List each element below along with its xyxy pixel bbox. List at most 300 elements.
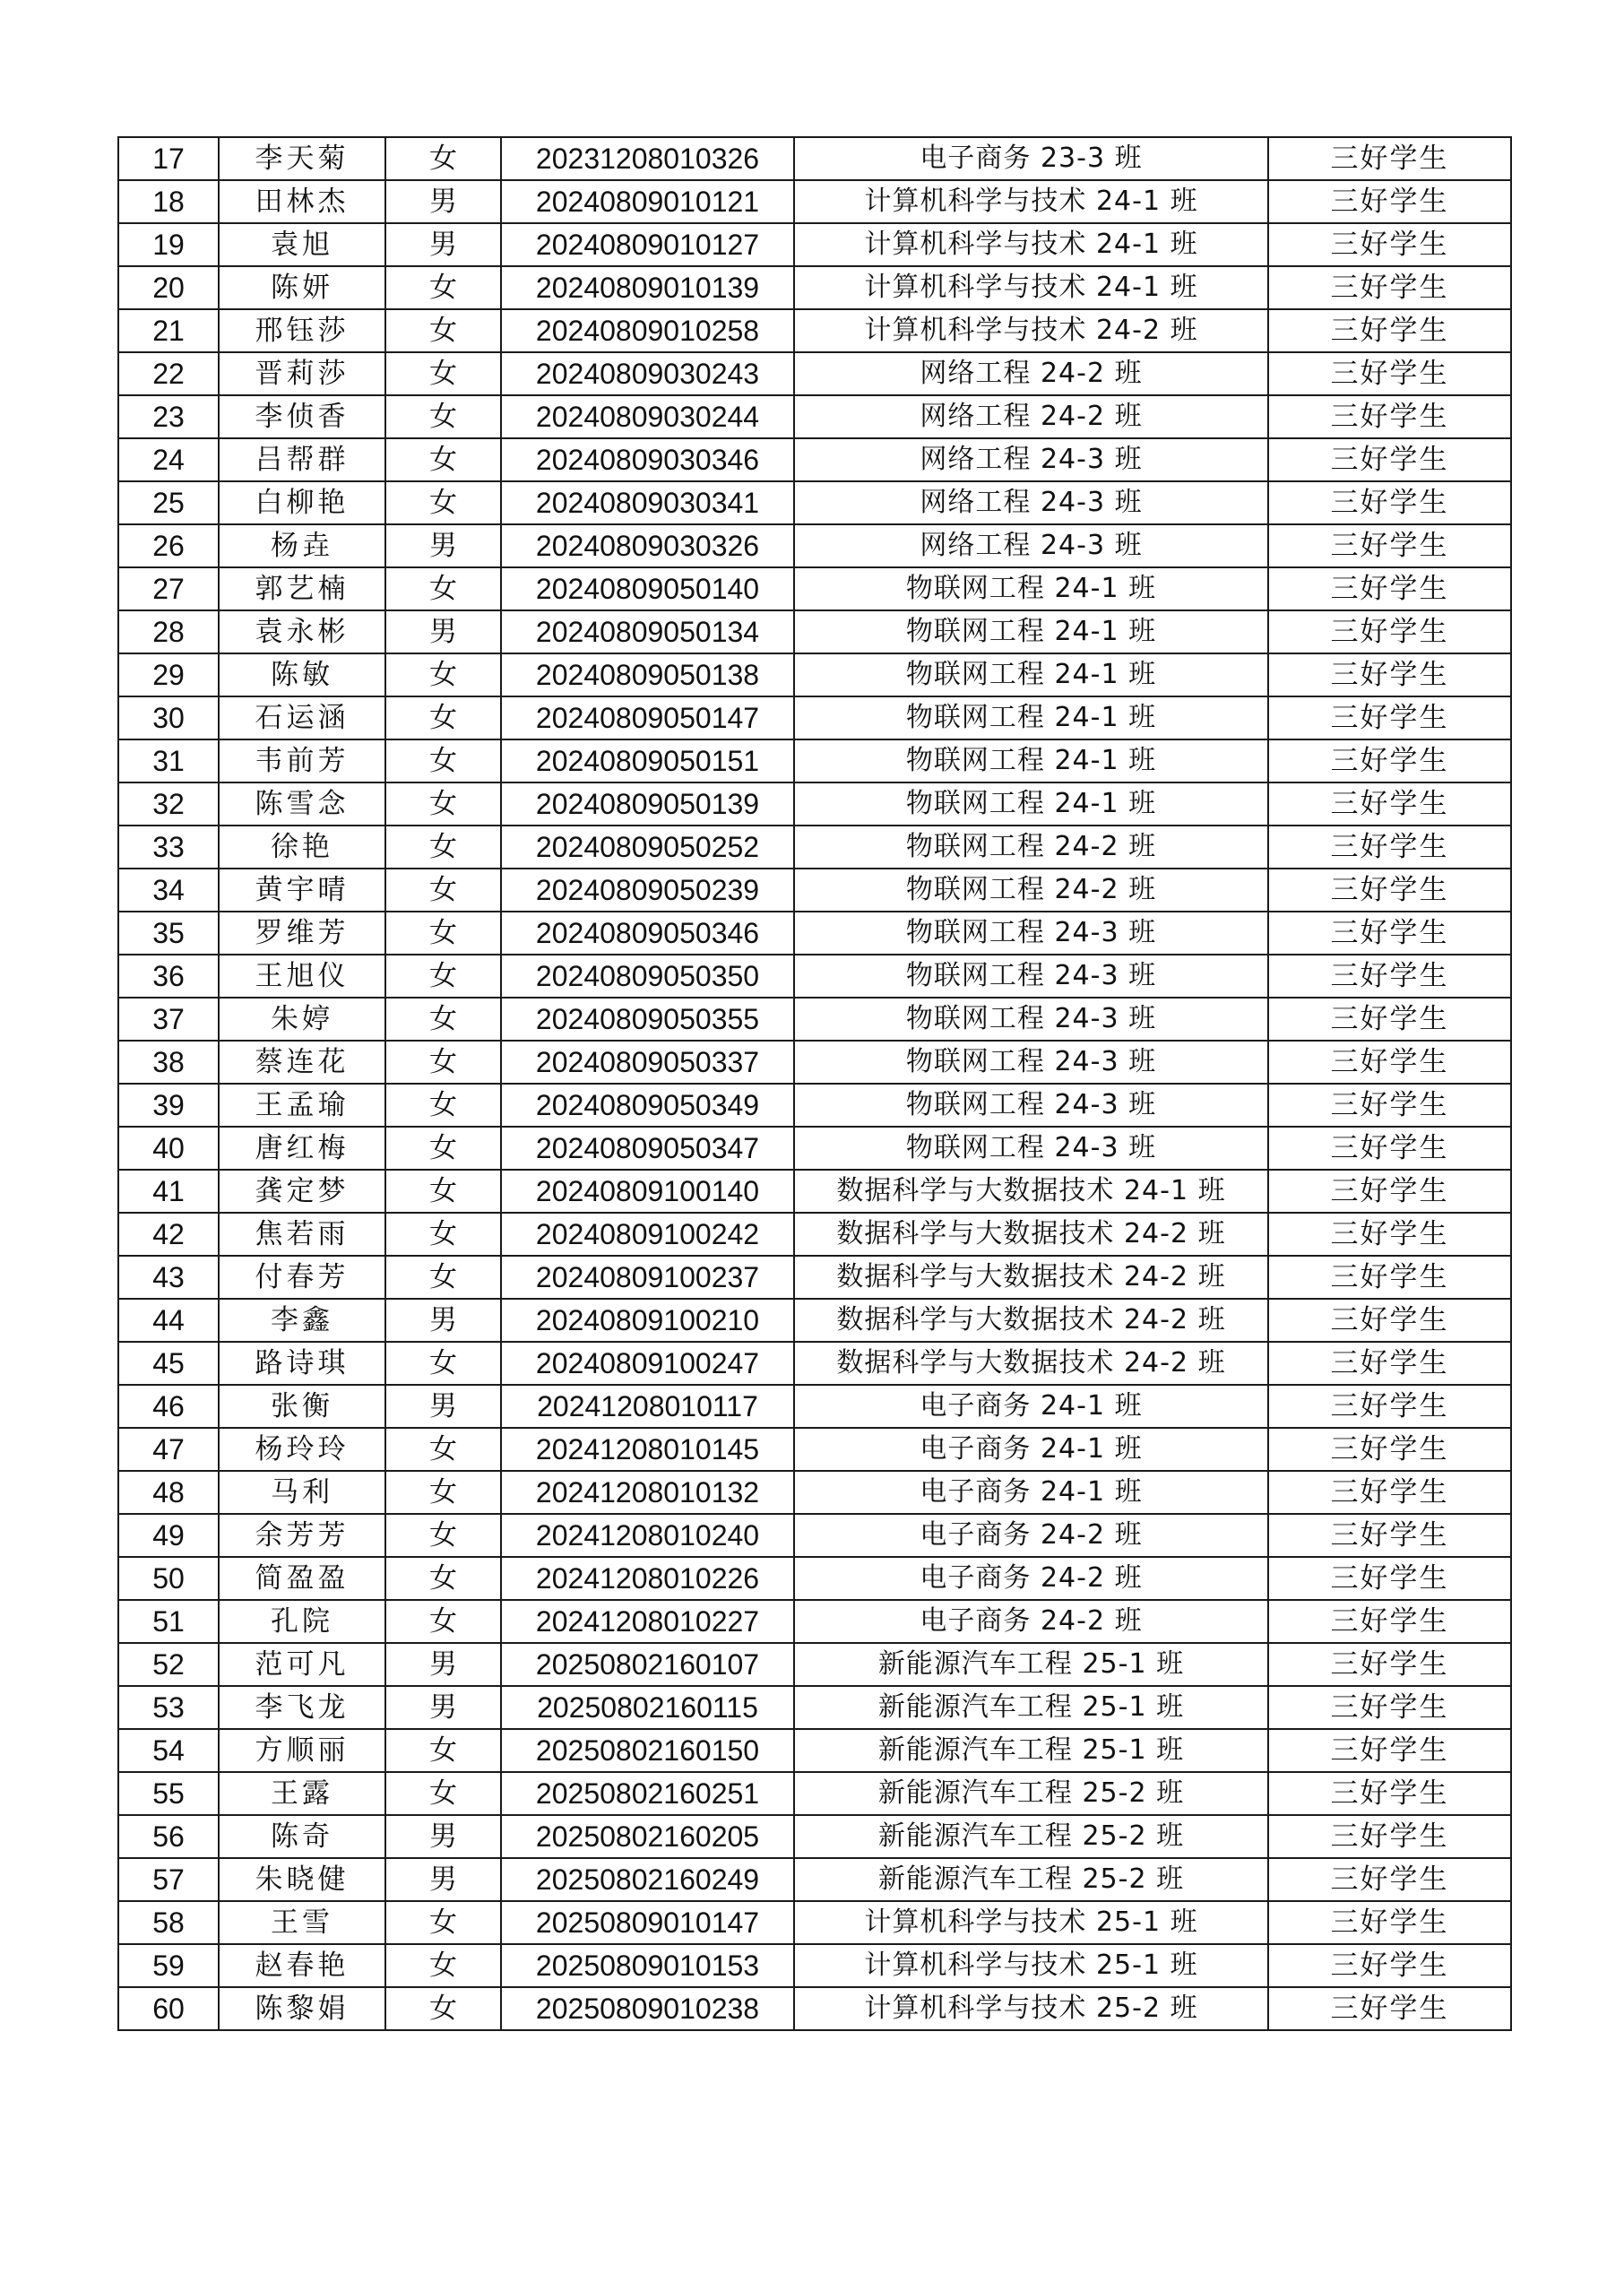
- student-name-cell: 焦若雨: [219, 1213, 385, 1256]
- class-name-cell: 电子商务 24-1 班: [794, 1471, 1268, 1514]
- gender-cell: 女: [385, 1944, 501, 1987]
- award-title-cell: 三好学生: [1268, 1514, 1511, 1557]
- student-name-cell: 方顺丽: [219, 1729, 385, 1772]
- student-name-cell: 孔院: [219, 1600, 385, 1643]
- class-name-cell: 数据科学与大数据技术 24-2 班: [794, 1213, 1268, 1256]
- table-row: [118, 223, 1511, 266]
- row-number-cell: 58: [118, 1901, 219, 1944]
- student-name-cell: 朱婷: [219, 998, 385, 1041]
- class-name-cell: 物联网工程 24-3 班: [794, 955, 1268, 998]
- award-title-cell: 三好学生: [1268, 223, 1511, 266]
- table-row: [118, 524, 1511, 567]
- table-row: [118, 1299, 1511, 1342]
- row-number-cell: 21: [118, 309, 219, 352]
- award-title-cell: 三好学生: [1268, 1772, 1511, 1815]
- award-title-cell: 三好学生: [1268, 567, 1511, 610]
- gender-cell: 女: [385, 955, 501, 998]
- table-row: [118, 1084, 1511, 1127]
- award-title-cell: 三好学生: [1268, 137, 1511, 180]
- gender-cell: 男: [385, 610, 501, 653]
- student-name-cell: 郭艺楠: [219, 567, 385, 610]
- table-row: [118, 955, 1511, 998]
- student-name-cell: 蔡连花: [219, 1041, 385, 1084]
- table-row: [118, 567, 1511, 610]
- student-name-cell: 石运涵: [219, 696, 385, 739]
- class-name-cell: 新能源汽车工程 25-1 班: [794, 1686, 1268, 1729]
- student-name-cell: 罗维芳: [219, 912, 385, 955]
- gender-cell: 女: [385, 1041, 501, 1084]
- row-number-cell: 19: [118, 223, 219, 266]
- row-number-cell: 29: [118, 653, 219, 696]
- class-name-cell: 物联网工程 24-1 班: [794, 653, 1268, 696]
- student-name-cell: 王孟瑜: [219, 1084, 385, 1127]
- student-name-cell: 李鑫: [219, 1299, 385, 1342]
- table-row: [118, 352, 1511, 395]
- award-title-cell: 三好学生: [1268, 1256, 1511, 1299]
- gender-cell: 女: [385, 1213, 501, 1256]
- student-id-cell: 20250802160205: [501, 1815, 794, 1858]
- row-number-cell: 37: [118, 998, 219, 1041]
- award-title-cell: 三好学生: [1268, 998, 1511, 1041]
- row-number-cell: 36: [118, 955, 219, 998]
- award-title-cell: 三好学生: [1268, 1858, 1511, 1901]
- award-roster-table: [117, 136, 1512, 2031]
- class-name-cell: 数据科学与大数据技术 24-1 班: [794, 1170, 1268, 1213]
- award-title-cell: 三好学生: [1268, 180, 1511, 223]
- gender-cell: 女: [385, 826, 501, 869]
- gender-cell: 女: [385, 395, 501, 438]
- table-row: [118, 395, 1511, 438]
- class-name-cell: 物联网工程 24-1 班: [794, 696, 1268, 739]
- gender-cell: 女: [385, 352, 501, 395]
- class-name-cell: 电子商务 24-1 班: [794, 1385, 1268, 1428]
- student-name-cell: 邢钰莎: [219, 309, 385, 352]
- row-number-cell: 55: [118, 1772, 219, 1815]
- gender-cell: 女: [385, 438, 501, 481]
- student-name-cell: 朱晓健: [219, 1858, 385, 1901]
- gender-cell: 女: [385, 137, 501, 180]
- gender-cell: 女: [385, 1729, 501, 1772]
- student-id-cell: 20240809050151: [501, 739, 794, 782]
- student-id-cell: 20250802160150: [501, 1729, 794, 1772]
- gender-cell: 男: [385, 180, 501, 223]
- class-name-cell: 数据科学与大数据技术 24-2 班: [794, 1299, 1268, 1342]
- student-name-cell: 马利: [219, 1471, 385, 1514]
- gender-cell: 女: [385, 1342, 501, 1385]
- row-number-cell: 44: [118, 1299, 219, 1342]
- student-id-cell: 20240809050347: [501, 1127, 794, 1170]
- table-row: [118, 1471, 1511, 1514]
- table-row: [118, 1901, 1511, 1944]
- student-name-cell: 陈妍: [219, 266, 385, 309]
- student-id-cell: 20250809010238: [501, 1987, 794, 2030]
- gender-cell: 女: [385, 1600, 501, 1643]
- table-row: [118, 1944, 1511, 1987]
- student-id-cell: 20250802160251: [501, 1772, 794, 1815]
- award-title-cell: 三好学生: [1268, 1084, 1511, 1127]
- student-name-cell: 路诗琪: [219, 1342, 385, 1385]
- gender-cell: 男: [385, 1385, 501, 1428]
- gender-cell: 男: [385, 223, 501, 266]
- class-name-cell: 计算机科学与技术 25-1 班: [794, 1901, 1268, 1944]
- student-id-cell: 20240809050337: [501, 1041, 794, 1084]
- student-id-cell: 20241208010145: [501, 1428, 794, 1471]
- table-row: [118, 1686, 1511, 1729]
- class-name-cell: 新能源汽车工程 25-2 班: [794, 1815, 1268, 1858]
- row-number-cell: 33: [118, 826, 219, 869]
- class-name-cell: 物联网工程 24-1 班: [794, 610, 1268, 653]
- gender-cell: 男: [385, 1299, 501, 1342]
- award-title-cell: 三好学生: [1268, 782, 1511, 826]
- student-id-cell: 20250802160249: [501, 1858, 794, 1901]
- gender-cell: 女: [385, 1428, 501, 1471]
- student-name-cell: 陈黎娟: [219, 1987, 385, 2030]
- row-number-cell: 57: [118, 1858, 219, 1901]
- award-title-cell: 三好学生: [1268, 1557, 1511, 1600]
- student-id-cell: 20240809100140: [501, 1170, 794, 1213]
- student-name-cell: 张衡: [219, 1385, 385, 1428]
- table-row: [118, 696, 1511, 739]
- student-id-cell: 20240809050349: [501, 1084, 794, 1127]
- student-id-cell: 20250802160107: [501, 1643, 794, 1686]
- class-name-cell: 计算机科学与技术 24-1 班: [794, 180, 1268, 223]
- table-row: [118, 782, 1511, 826]
- row-number-cell: 34: [118, 869, 219, 912]
- award-title-cell: 三好学生: [1268, 1342, 1511, 1385]
- gender-cell: 女: [385, 1084, 501, 1127]
- class-name-cell: 物联网工程 24-3 班: [794, 1041, 1268, 1084]
- row-number-cell: 35: [118, 912, 219, 955]
- student-name-cell: 陈奇: [219, 1815, 385, 1858]
- student-name-cell: 王旭仪: [219, 955, 385, 998]
- award-title-cell: 三好学生: [1268, 1643, 1511, 1686]
- table-row: [118, 1385, 1511, 1428]
- table-row: [118, 1643, 1511, 1686]
- student-id-cell: 20240809100242: [501, 1213, 794, 1256]
- award-title-cell: 三好学生: [1268, 438, 1511, 481]
- student-name-cell: 袁永彬: [219, 610, 385, 653]
- row-number-cell: 45: [118, 1342, 219, 1385]
- gender-cell: 女: [385, 998, 501, 1041]
- student-id-cell: 20241208010240: [501, 1514, 794, 1557]
- table-row: [118, 826, 1511, 869]
- award-title-cell: 三好学生: [1268, 524, 1511, 567]
- table-row: [118, 481, 1511, 524]
- student-id-cell: 20241208010117: [501, 1385, 794, 1428]
- gender-cell: 女: [385, 309, 501, 352]
- gender-cell: 女: [385, 1557, 501, 1600]
- table-row: [118, 1041, 1511, 1084]
- class-name-cell: 电子商务 24-1 班: [794, 1428, 1268, 1471]
- gender-cell: 女: [385, 1514, 501, 1557]
- student-id-cell: 20241208010132: [501, 1471, 794, 1514]
- class-name-cell: 新能源汽车工程 25-1 班: [794, 1729, 1268, 1772]
- class-name-cell: 物联网工程 24-1 班: [794, 739, 1268, 782]
- class-name-cell: 新能源汽车工程 25-1 班: [794, 1643, 1268, 1686]
- award-title-cell: 三好学生: [1268, 481, 1511, 524]
- row-number-cell: 39: [118, 1084, 219, 1127]
- table-row: [118, 137, 1511, 180]
- table-row: [118, 998, 1511, 1041]
- row-number-cell: 32: [118, 782, 219, 826]
- table-row: [118, 1987, 1511, 2030]
- student-name-cell: 吕帮群: [219, 438, 385, 481]
- award-title-cell: 三好学生: [1268, 696, 1511, 739]
- class-name-cell: 计算机科学与技术 24-1 班: [794, 223, 1268, 266]
- student-id-cell: 20240809050140: [501, 567, 794, 610]
- award-title-cell: 三好学生: [1268, 739, 1511, 782]
- class-name-cell: 物联网工程 24-3 班: [794, 998, 1268, 1041]
- row-number-cell: 41: [118, 1170, 219, 1213]
- student-name-cell: 田林杰: [219, 180, 385, 223]
- row-number-cell: 43: [118, 1256, 219, 1299]
- row-number-cell: 49: [118, 1514, 219, 1557]
- award-title-cell: 三好学生: [1268, 826, 1511, 869]
- award-title-cell: 三好学生: [1268, 1987, 1511, 2030]
- student-id-cell: 20231208010326: [501, 137, 794, 180]
- class-name-cell: 计算机科学与技术 25-1 班: [794, 1944, 1268, 1987]
- student-id-cell: 20240809050252: [501, 826, 794, 869]
- student-name-cell: 晋莉莎: [219, 352, 385, 395]
- gender-cell: 女: [385, 782, 501, 826]
- row-number-cell: 46: [118, 1385, 219, 1428]
- row-number-cell: 42: [118, 1213, 219, 1256]
- student-id-cell: 20240809030341: [501, 481, 794, 524]
- class-name-cell: 网络工程 24-2 班: [794, 395, 1268, 438]
- student-id-cell: 20240809050239: [501, 869, 794, 912]
- student-id-cell: 20240809030243: [501, 352, 794, 395]
- table-row: [118, 1213, 1511, 1256]
- table-row: [118, 266, 1511, 309]
- student-name-cell: 徐艳: [219, 826, 385, 869]
- student-id-cell: 20240809050147: [501, 696, 794, 739]
- award-title-cell: 三好学生: [1268, 1428, 1511, 1471]
- row-number-cell: 51: [118, 1600, 219, 1643]
- award-title-cell: 三好学生: [1268, 1041, 1511, 1084]
- award-title-cell: 三好学生: [1268, 1213, 1511, 1256]
- table-row: [118, 869, 1511, 912]
- student-id-cell: 20241208010226: [501, 1557, 794, 1600]
- student-name-cell: 余芳芳: [219, 1514, 385, 1557]
- row-number-cell: 17: [118, 137, 219, 180]
- gender-cell: 男: [385, 1686, 501, 1729]
- award-title-cell: 三好学生: [1268, 912, 1511, 955]
- gender-cell: 女: [385, 869, 501, 912]
- student-name-cell: 韦前芳: [219, 739, 385, 782]
- award-title-cell: 三好学生: [1268, 1901, 1511, 1944]
- table-row: [118, 1600, 1511, 1643]
- gender-cell: 女: [385, 1987, 501, 2030]
- row-number-cell: 22: [118, 352, 219, 395]
- gender-cell: 男: [385, 1858, 501, 1901]
- award-title-cell: 三好学生: [1268, 266, 1511, 309]
- table-row: [118, 1170, 1511, 1213]
- row-number-cell: 28: [118, 610, 219, 653]
- table-row: [118, 739, 1511, 782]
- award-title-cell: 三好学生: [1268, 1299, 1511, 1342]
- row-number-cell: 23: [118, 395, 219, 438]
- student-id-cell: 20250809010153: [501, 1944, 794, 1987]
- class-name-cell: 网络工程 24-3 班: [794, 481, 1268, 524]
- table-row: [118, 1858, 1511, 1901]
- student-name-cell: 杨玲玲: [219, 1428, 385, 1471]
- table-row: [118, 1256, 1511, 1299]
- class-name-cell: 计算机科学与技术 25-2 班: [794, 1987, 1268, 2030]
- award-title-cell: 三好学生: [1268, 395, 1511, 438]
- table-row: [118, 912, 1511, 955]
- student-id-cell: 20240809050139: [501, 782, 794, 826]
- gender-cell: 男: [385, 1643, 501, 1686]
- class-name-cell: 网络工程 24-2 班: [794, 352, 1268, 395]
- class-name-cell: 物联网工程 24-3 班: [794, 1127, 1268, 1170]
- row-number-cell: 53: [118, 1686, 219, 1729]
- gender-cell: 女: [385, 696, 501, 739]
- class-name-cell: 电子商务 24-2 班: [794, 1514, 1268, 1557]
- student-name-cell: 付春芳: [219, 1256, 385, 1299]
- student-name-cell: 王露: [219, 1772, 385, 1815]
- student-id-cell: 20240809050350: [501, 955, 794, 998]
- row-number-cell: 54: [118, 1729, 219, 1772]
- class-name-cell: 电子商务 24-2 班: [794, 1557, 1268, 1600]
- row-number-cell: 18: [118, 180, 219, 223]
- class-name-cell: 计算机科学与技术 24-2 班: [794, 309, 1268, 352]
- class-name-cell: 物联网工程 24-1 班: [794, 782, 1268, 826]
- award-title-cell: 三好学生: [1268, 653, 1511, 696]
- award-title-cell: 三好学生: [1268, 309, 1511, 352]
- row-number-cell: 47: [118, 1428, 219, 1471]
- student-name-cell: 王雪: [219, 1901, 385, 1944]
- student-id-cell: 20240809050346: [501, 912, 794, 955]
- award-title-cell: 三好学生: [1268, 1471, 1511, 1514]
- student-id-cell: 20240809100247: [501, 1342, 794, 1385]
- student-name-cell: 陈雪念: [219, 782, 385, 826]
- row-number-cell: 56: [118, 1815, 219, 1858]
- student-id-cell: 20240809100210: [501, 1299, 794, 1342]
- student-id-cell: 20241208010227: [501, 1600, 794, 1643]
- gender-cell: 男: [385, 1815, 501, 1858]
- row-number-cell: 40: [118, 1127, 219, 1170]
- award-title-cell: 三好学生: [1268, 1729, 1511, 1772]
- student-name-cell: 简盈盈: [219, 1557, 385, 1600]
- gender-cell: 女: [385, 266, 501, 309]
- student-id-cell: 20240809030244: [501, 395, 794, 438]
- award-title-cell: 三好学生: [1268, 1385, 1511, 1428]
- student-id-cell: 20240809010121: [501, 180, 794, 223]
- row-number-cell: 20: [118, 266, 219, 309]
- award-title-cell: 三好学生: [1268, 1600, 1511, 1643]
- student-name-cell: 唐红梅: [219, 1127, 385, 1170]
- gender-cell: 女: [385, 739, 501, 782]
- row-number-cell: 50: [118, 1557, 219, 1600]
- row-number-cell: 52: [118, 1643, 219, 1686]
- student-name-cell: 范可凡: [219, 1643, 385, 1686]
- table-row: [118, 1557, 1511, 1600]
- student-name-cell: 杨垚: [219, 524, 385, 567]
- student-name-cell: 龚定梦: [219, 1170, 385, 1213]
- table-row: [118, 1729, 1511, 1772]
- table-row: [118, 1772, 1511, 1815]
- table-row: [118, 309, 1511, 352]
- row-number-cell: 31: [118, 739, 219, 782]
- student-name-cell: 黄宇晴: [219, 869, 385, 912]
- row-number-cell: 27: [118, 567, 219, 610]
- row-number-cell: 24: [118, 438, 219, 481]
- class-name-cell: 新能源汽车工程 25-2 班: [794, 1858, 1268, 1901]
- award-title-cell: 三好学生: [1268, 1815, 1511, 1858]
- class-name-cell: 物联网工程 24-2 班: [794, 869, 1268, 912]
- row-number-cell: 59: [118, 1944, 219, 1987]
- row-number-cell: 60: [118, 1987, 219, 2030]
- class-name-cell: 新能源汽车工程 25-2 班: [794, 1772, 1268, 1815]
- student-id-cell: 20240809050138: [501, 653, 794, 696]
- class-name-cell: 物联网工程 24-1 班: [794, 567, 1268, 610]
- student-name-cell: 白柳艳: [219, 481, 385, 524]
- table-row: [118, 438, 1511, 481]
- roster-body: [118, 137, 1511, 2030]
- gender-cell: 女: [385, 1256, 501, 1299]
- gender-cell: 女: [385, 567, 501, 610]
- row-number-cell: 30: [118, 696, 219, 739]
- gender-cell: 女: [385, 481, 501, 524]
- class-name-cell: 物联网工程 24-2 班: [794, 826, 1268, 869]
- award-title-cell: 三好学生: [1268, 1944, 1511, 1987]
- class-name-cell: 计算机科学与技术 24-1 班: [794, 266, 1268, 309]
- table-row: [118, 1127, 1511, 1170]
- student-id-cell: 20240809100237: [501, 1256, 794, 1299]
- class-name-cell: 电子商务 23-3 班: [794, 137, 1268, 180]
- award-title-cell: 三好学生: [1268, 869, 1511, 912]
- class-name-cell: 数据科学与大数据技术 24-2 班: [794, 1342, 1268, 1385]
- student-id-cell: 20240809030326: [501, 524, 794, 567]
- gender-cell: 女: [385, 1127, 501, 1170]
- student-id-cell: 20250809010147: [501, 1901, 794, 1944]
- student-name-cell: 李天菊: [219, 137, 385, 180]
- gender-cell: 女: [385, 912, 501, 955]
- class-name-cell: 网络工程 24-3 班: [794, 524, 1268, 567]
- gender-cell: 男: [385, 524, 501, 567]
- row-number-cell: 26: [118, 524, 219, 567]
- gender-cell: 女: [385, 1901, 501, 1944]
- student-name-cell: 赵春艳: [219, 1944, 385, 1987]
- student-id-cell: 20240809010258: [501, 309, 794, 352]
- table-row: [118, 653, 1511, 696]
- row-number-cell: 48: [118, 1471, 219, 1514]
- table-row: [118, 180, 1511, 223]
- class-name-cell: 数据科学与大数据技术 24-2 班: [794, 1256, 1268, 1299]
- row-number-cell: 38: [118, 1041, 219, 1084]
- award-title-cell: 三好学生: [1268, 1127, 1511, 1170]
- award-title-cell: 三好学生: [1268, 1170, 1511, 1213]
- award-title-cell: 三好学生: [1268, 1686, 1511, 1729]
- class-name-cell: 物联网工程 24-3 班: [794, 912, 1268, 955]
- class-name-cell: 物联网工程 24-3 班: [794, 1084, 1268, 1127]
- table-row: [118, 1342, 1511, 1385]
- student-name-cell: 李侦香: [219, 395, 385, 438]
- gender-cell: 女: [385, 1471, 501, 1514]
- table-row: [118, 1428, 1511, 1471]
- gender-cell: 女: [385, 1772, 501, 1815]
- gender-cell: 女: [385, 653, 501, 696]
- class-name-cell: 网络工程 24-3 班: [794, 438, 1268, 481]
- table-row: [118, 1815, 1511, 1858]
- student-id-cell: 20240809010139: [501, 266, 794, 309]
- student-id-cell: 20240809010127: [501, 223, 794, 266]
- student-name-cell: 陈敏: [219, 653, 385, 696]
- row-number-cell: 25: [118, 481, 219, 524]
- student-id-cell: 20240809050355: [501, 998, 794, 1041]
- student-id-cell: 20240809050134: [501, 610, 794, 653]
- gender-cell: 女: [385, 1170, 501, 1213]
